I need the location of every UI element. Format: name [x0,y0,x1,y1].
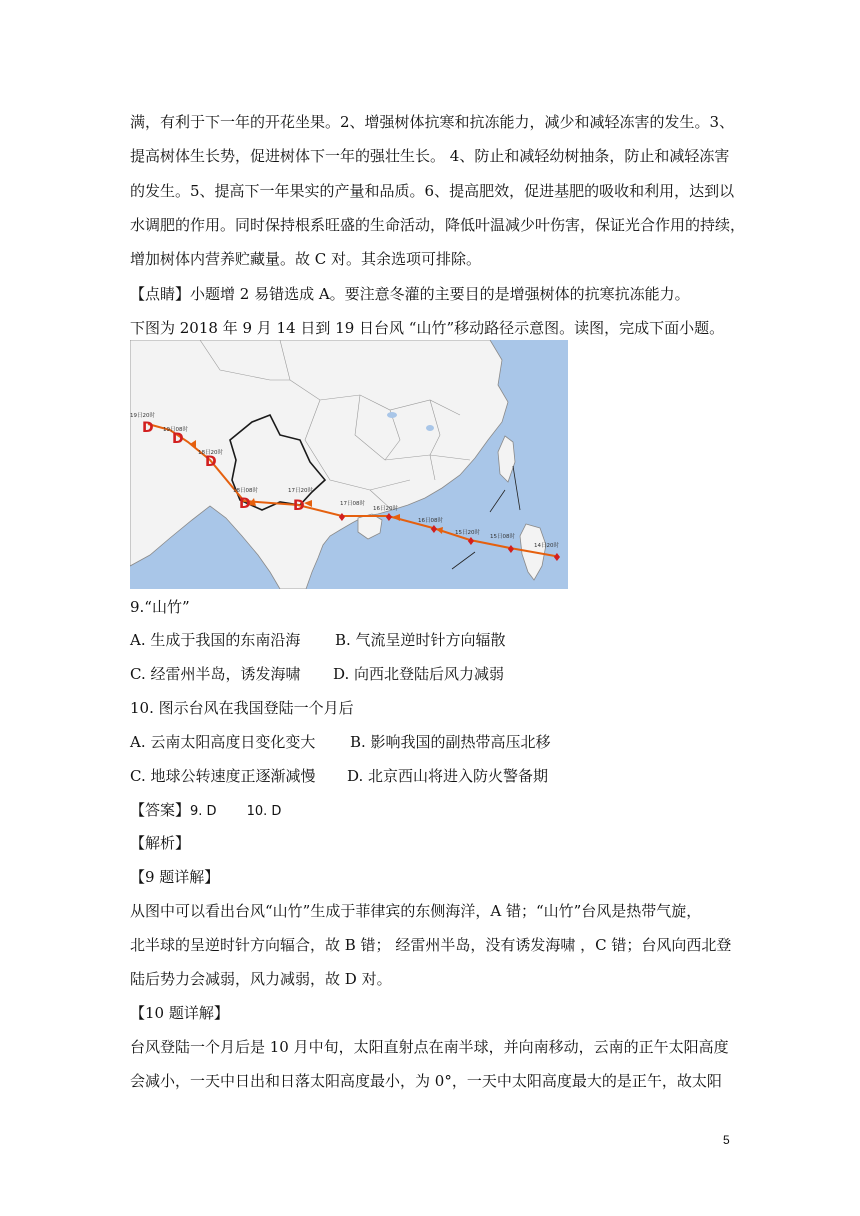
page-number: 5 [723,1133,730,1147]
depression-symbol: D [293,498,305,514]
body-text-line: 陆后势力会减弱，风力减弱，故 D 对。 [130,970,392,988]
time-label: 16日08时 [418,518,443,524]
time-label: 15日08时 [490,534,515,540]
typhoon-track-map [130,340,568,589]
typhoon-symbol: ♦ [337,511,347,524]
q10-option-c: C. 地球公转速度正逐渐减慢 [130,767,316,785]
question-9-stem: 9.“山竹” [130,598,190,616]
answer-10: 10. D [246,804,282,819]
q9-option-a: A. 生成于我国的东南沿海 [130,631,301,649]
typhoon-symbol: ♦ [506,543,516,556]
time-label: 15日20时 [455,530,480,536]
answer-line [130,800,281,822]
lake [426,425,434,431]
body-text-line: 增加树体内营养贮藏量。故 C 对。其余选项可排除。 [130,250,482,268]
analysis-heading: 【解析】 [130,834,191,852]
time-label: 17日08时 [340,501,365,507]
time-label: 17日20时 [288,488,313,494]
body-text-line: 北半球的呈逆时针方向辐合，故 B 错； 经雷州半岛，没有诱发海啸 ，C 错；台风向西北登 [130,936,732,954]
answer-label: 【答案】 [130,801,191,819]
typhoon-symbol: ♦ [429,523,439,536]
q10-option-b: B. 影响我国的副热带高压北移 [350,733,551,751]
time-label: 14日20时 [534,543,559,549]
typhoon-symbol: ♦ [552,551,562,564]
body-text-line: 提高树体生长势，促进树体下一年的强壮生长。 4、防止和减轻幼树抽条，防止和减轻冻害 [130,147,730,165]
time-label: 19日08时 [163,427,188,433]
q10-option-d: D. 北京西山将进入防火警备期 [347,767,549,785]
depression-symbol: D [205,454,217,470]
q9-option-d: D. 向西北登陆后风力减弱 [333,665,505,683]
depression-symbol: D [142,420,154,436]
time-label: 19日20时 [130,413,155,419]
question-10-stem: 10. 图示台风在我国登陆一个月后 [130,699,354,717]
detail-9-title: 【9 题详解】 [130,868,220,886]
lake [387,412,397,418]
detail-10-title: 【10 题详解】 [130,1004,229,1022]
q10-option-a: A. 云南太阳高度日变化变大 [130,733,316,751]
time-label: 18日08时 [233,488,258,494]
body-text-line: 会减小，一天中日出和日落太阳高度最小，为 0°，一天中太阳高度最大的是正午，故太阳 [130,1072,722,1090]
answer-9: 9. D [190,804,217,819]
body-text-line: 台风登陆一个月后是 10 月中旬，太阳直射点在南半球，并向南移动，云南的正午太阳高度 [130,1038,729,1056]
depression-symbol: D [239,496,251,512]
q9-option-b: B. 气流呈逆时针方向辐散 [335,631,506,649]
body-text-line: 水调肥的作用。同时保持根系旺盛的生命活动，降低叶温减少叶伤害，保证光合作用的持续， [130,216,746,234]
tip-text: 【点睛】小题增 2 易错选成 A。要注意冬灌的主要目的是增强树体的抗寒抗冻能力。 [130,285,690,303]
body-text-line: 的发生。5、提高下一年果实的产量和品质。6、提高肥效，促进基肥的吸收和利用，达到以 [130,182,735,200]
body-text-line: 满，有利于下一年的开花坐果。2、增强树体抗寒和抗冻能力，减少和减轻冻害的发生。3、 [130,113,735,131]
figure-intro: 下图为 2018 年 9 月 14 日到 19 日台风 “山竹”移动路径示意图。读图，完成下面小题。 [130,319,725,337]
time-label: 16日20时 [373,506,398,512]
typhoon-symbol: ♦ [466,535,476,548]
depression-symbol: D [172,431,184,447]
typhoon-symbol: ♦ [384,511,394,524]
q9-option-c: C. 经雷州半岛，诱发海啸 [130,665,301,683]
body-text-line: 从图中可以看出台风“山竹”生成于菲律宾的东侧海洋，A 错；“山竹”台风是热带气旋， [130,902,702,920]
time-label: 18日20时 [198,450,223,456]
